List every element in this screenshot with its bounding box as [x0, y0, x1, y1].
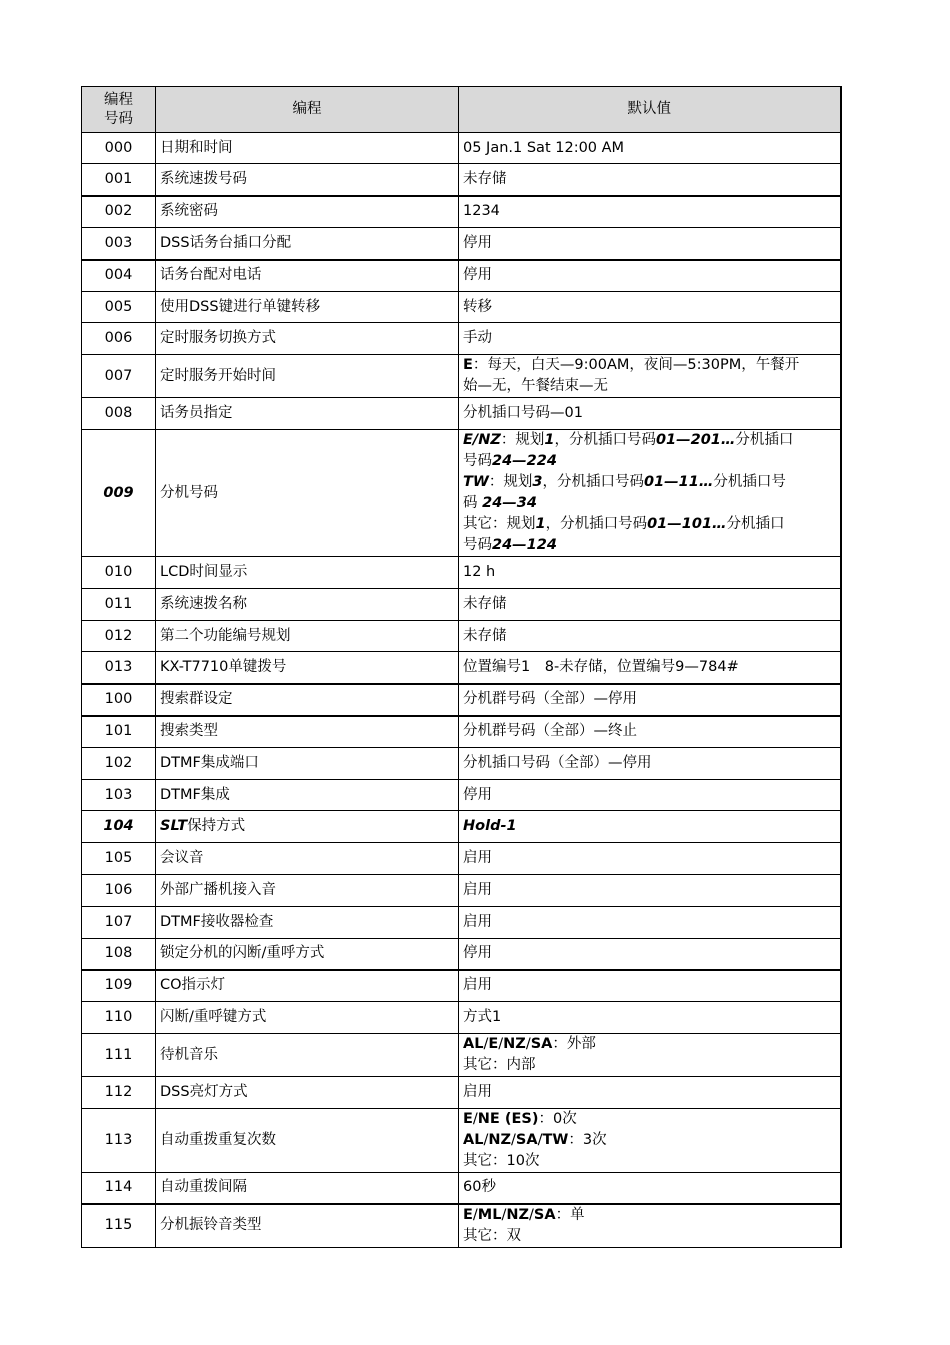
default-value-line [463, 493, 836, 514]
program-name: 系统密码 [156, 196, 459, 228]
program-code: 102 [82, 748, 156, 780]
table-row [82, 355, 841, 398]
table-row [82, 939, 841, 970]
default-value-line [463, 721, 836, 742]
default-value-segment: 转移 [463, 298, 492, 315]
table-row [82, 684, 841, 716]
default-value-segment: NZ [506, 1206, 530, 1223]
program-name: 定时服务切换方式 [156, 323, 459, 355]
default-value-line [463, 201, 836, 222]
default-value-segment: / [529, 1206, 534, 1223]
default-value-segment: / [525, 1036, 531, 1052]
default-value-segment: 停用 [463, 267, 492, 284]
default-value-segment: 01—201… [655, 432, 736, 448]
default-value-line [463, 626, 836, 647]
default-value-line [463, 233, 836, 254]
default-value-segment: 方式1 [463, 1009, 502, 1025]
table-row [82, 621, 841, 652]
table-row [82, 652, 841, 684]
default-value-line [463, 594, 836, 615]
program-code: 103 [82, 780, 156, 811]
program-code: 005 [82, 292, 156, 323]
default-value-segment: 其它：双 [463, 1227, 521, 1244]
program-name-rest: 保持方式 [187, 818, 246, 834]
default-value-segment: 启用 [463, 977, 492, 994]
default-value [459, 1204, 841, 1248]
program-code: 000 [82, 133, 156, 164]
default-value-line [463, 328, 836, 349]
default-value-line [463, 880, 836, 901]
header-code-line: 号码 [104, 110, 133, 127]
default-value-segment: / [501, 1206, 507, 1223]
program-name: DSS亮灯方式 [156, 1077, 459, 1109]
default-value-segment: 分机插口 [726, 516, 785, 532]
program-code: 110 [82, 1002, 156, 1034]
default-value-segment: SA [530, 1036, 553, 1052]
default-value-line [463, 785, 836, 806]
program-code: 004 [82, 260, 156, 292]
table-row [82, 228, 841, 260]
default-value-segment: AL [463, 1132, 484, 1148]
table-row [82, 780, 841, 811]
default-value-line [463, 753, 836, 774]
header-default: 默认值 [459, 87, 841, 133]
default-value [459, 748, 841, 780]
default-value-segment: E/NZ [463, 432, 501, 448]
program-name: 系统速拨名称 [156, 589, 459, 621]
default-value-line [463, 1226, 836, 1247]
default-value-segment: ：规划 [500, 432, 545, 448]
default-value-line [463, 1082, 836, 1103]
program-name: 自动重拨间隔 [156, 1173, 459, 1204]
default-value-line [463, 376, 836, 397]
default-value-segment: 其它：内部 [463, 1057, 536, 1073]
program-code: 109 [82, 970, 156, 1002]
default-value-segment: 24—34 [482, 495, 537, 511]
program-code: 003 [82, 228, 156, 260]
default-value [459, 780, 841, 811]
program-code: 013 [82, 652, 156, 684]
default-value [459, 1173, 841, 1204]
table-row [82, 716, 841, 748]
default-value [459, 970, 841, 1002]
default-value-segment: ：单 [555, 1206, 585, 1223]
program-name: 外部广播机接入音 [156, 875, 459, 907]
program-name-prefix: SLT [160, 818, 188, 834]
default-value-segment: 12 h [463, 564, 496, 580]
default-value-segment: NZ [503, 1036, 526, 1052]
table-row [82, 843, 841, 875]
default-value [459, 260, 841, 292]
default-value [459, 939, 841, 970]
default-value [459, 1077, 841, 1109]
program-code: 112 [82, 1077, 156, 1109]
default-value-segment: E [488, 1036, 499, 1052]
default-value-segment: 分机群号码（全部）—停用 [463, 691, 637, 707]
default-value-segment: 号码 [463, 537, 492, 553]
table-header-row [82, 87, 841, 133]
default-value-segment: 3 [532, 474, 543, 490]
table-row [82, 589, 841, 621]
program-code: 101 [82, 716, 156, 748]
default-value-line [463, 657, 836, 678]
program-name: DTMF集成 [156, 780, 459, 811]
program-code: 007 [82, 355, 156, 398]
default-value-line [463, 1034, 836, 1055]
default-value-segment: / [511, 1132, 516, 1148]
default-value-line [463, 138, 836, 159]
program-code: 006 [82, 323, 156, 355]
default-value-segment: 位置编号1 8-未存储，位置编号9—784# [463, 658, 739, 675]
header-code [82, 87, 156, 133]
program-name: 分机号码 [156, 430, 459, 557]
default-value [459, 907, 841, 939]
default-value-segment: Hold-1 [463, 818, 517, 834]
program-name [156, 811, 459, 843]
default-value-segment: 手动 [463, 330, 492, 346]
default-value-segment: 分机插口号码（全部）—停用 [463, 755, 652, 771]
default-value-line [463, 912, 836, 933]
header-code-line: 编程 [104, 91, 133, 108]
default-value-line [463, 403, 836, 424]
default-value [459, 398, 841, 430]
table-row [82, 196, 841, 228]
default-value-segment: TW [542, 1132, 569, 1148]
program-code: 108 [82, 939, 156, 970]
default-value-line [463, 472, 836, 493]
default-value-segment: NE (ES) [477, 1111, 539, 1127]
default-value-line [463, 1151, 836, 1172]
default-value-segment: 分机插口号 [713, 474, 786, 490]
table-row [82, 970, 841, 1002]
table-row [82, 811, 841, 843]
default-value-segment: / [483, 1132, 489, 1148]
program-code: 104 [82, 811, 156, 843]
program-code: 009 [82, 430, 156, 557]
default-value-segment: 1 [535, 516, 546, 532]
default-value-segment: 1234 [463, 203, 500, 220]
default-value-line [463, 169, 836, 190]
default-value-line [463, 943, 836, 964]
default-value-segment: 码 [463, 495, 483, 511]
default-value-segment: 启用 [463, 1084, 492, 1100]
program-name: 话务员指定 [156, 398, 459, 430]
program-name: DTMF接收器检查 [156, 907, 459, 939]
table-row [82, 875, 841, 907]
table-row [82, 323, 841, 355]
default-value-segment: / [498, 1036, 504, 1052]
default-value-segment: 60秒 [463, 1179, 496, 1196]
default-value-line [463, 1007, 836, 1028]
default-value [459, 164, 841, 196]
default-value-segment: ：3次 [568, 1132, 607, 1148]
default-value [459, 196, 841, 228]
default-value-line [463, 430, 836, 451]
default-value [459, 133, 841, 164]
default-value-segment: 05 Jan.1 Sat 12:00 AM [463, 139, 625, 156]
default-value-segment: 其它：规划 [463, 516, 536, 532]
default-value [459, 652, 841, 684]
table-row [82, 260, 841, 292]
default-value-segment: / [472, 1111, 478, 1127]
table-row [82, 907, 841, 939]
default-value-line [463, 514, 836, 535]
table-row [82, 1173, 841, 1204]
program-code: 001 [82, 164, 156, 196]
program-name: 日期和时间 [156, 133, 459, 164]
default-value-segment: 01—101… [647, 516, 727, 532]
default-value [459, 1034, 841, 1077]
table-row [82, 1109, 841, 1173]
program-code: 114 [82, 1173, 156, 1204]
default-value-segment: / [483, 1036, 489, 1052]
program-name: 系统速拨号码 [156, 164, 459, 196]
default-value-segment: 其它：10次 [463, 1153, 540, 1169]
default-value-line [463, 1130, 836, 1151]
default-value-segment: ，分机插口号码 [545, 516, 648, 532]
default-value-line [463, 1205, 836, 1226]
table-row [82, 1077, 841, 1109]
default-value [459, 228, 841, 260]
default-value-segment: 启用 [463, 850, 492, 866]
default-value-line [463, 297, 836, 318]
table-row [82, 133, 841, 164]
default-value-line [463, 975, 836, 996]
program-name: CO指示灯 [156, 970, 459, 1002]
default-value-line [463, 848, 836, 869]
default-value-segment: 未存储 [463, 596, 507, 612]
default-value [459, 684, 841, 716]
program-code: 113 [82, 1109, 156, 1173]
program-code: 100 [82, 684, 156, 716]
default-value [459, 323, 841, 355]
default-value-segment: 分机群号码（全部）—终止 [463, 723, 637, 740]
program-code: 012 [82, 621, 156, 652]
default-value-segment: 号码 [463, 453, 492, 469]
default-value-segment: 未存储 [463, 627, 507, 644]
table-row [82, 292, 841, 323]
program-name: 搜索类型 [156, 716, 459, 748]
default-value [459, 589, 841, 621]
default-value-segment: 1 [544, 432, 555, 448]
default-value-segment: 停用 [463, 945, 492, 962]
default-value-line [463, 265, 836, 286]
default-value [459, 557, 841, 589]
program-code: 115 [82, 1204, 156, 1248]
default-value [459, 843, 841, 875]
program-name: DTMF集成端口 [156, 748, 459, 780]
programming-defaults-table [81, 86, 842, 1248]
program-code: 106 [82, 875, 156, 907]
default-value-line [463, 689, 836, 710]
default-value-line [463, 562, 836, 583]
default-value-segment: TW [463, 474, 489, 490]
program-code: 111 [82, 1034, 156, 1077]
default-value [459, 292, 841, 323]
program-code: 107 [82, 907, 156, 939]
program-name: 闪断/重呼键方式 [156, 1002, 459, 1034]
program-name: 使用DSS键进行单键转移 [156, 292, 459, 323]
default-value [459, 355, 841, 398]
default-value-segment: 分机插口 [735, 432, 794, 448]
program-code: 008 [82, 398, 156, 430]
program-name: 分机振铃音类型 [156, 1204, 459, 1248]
program-name: KX-T7710单键拨号 [156, 652, 459, 684]
default-value [459, 811, 841, 843]
default-value-segment: ：0次 [538, 1111, 577, 1127]
default-value-segment: / [472, 1206, 478, 1223]
default-value-segment: AL [463, 1036, 484, 1052]
default-value-segment: ，分机插口号码 [542, 474, 644, 490]
default-value-segment: 停用 [463, 234, 492, 251]
table-row [82, 430, 841, 557]
table-row [82, 1204, 841, 1248]
program-name: 话务台配对电话 [156, 260, 459, 292]
default-value-segment: ：规划 [488, 474, 533, 490]
default-value-segment: 24—224 [492, 453, 557, 469]
program-name: 待机音乐 [156, 1034, 459, 1077]
default-value-segment: ：每天，白天—9:00AM，夜间—5:30PM，午餐开 [472, 357, 800, 373]
table-row [82, 1034, 841, 1077]
default-value-segment: / [537, 1132, 543, 1148]
default-value-segment: E [463, 357, 473, 373]
default-value-line [463, 1055, 836, 1076]
default-value-segment: 24—124 [492, 537, 557, 553]
default-value-line [463, 535, 836, 556]
program-name: 会议音 [156, 843, 459, 875]
default-value-segment: 启用 [463, 882, 492, 898]
default-value-segment: E [463, 1111, 473, 1127]
default-value-line [463, 1109, 836, 1130]
default-value [459, 1109, 841, 1173]
program-code: 105 [82, 843, 156, 875]
default-value [459, 621, 841, 652]
default-value-segment: ：外部 [552, 1036, 596, 1052]
program-name: 搜索群设定 [156, 684, 459, 716]
table-row [82, 398, 841, 430]
default-value-segment: 停用 [463, 786, 492, 803]
table-row [82, 748, 841, 780]
default-value-line [463, 816, 836, 837]
default-value [459, 875, 841, 907]
default-value-line [463, 355, 836, 376]
default-value-segment: SA [533, 1206, 556, 1223]
default-value-line [463, 451, 836, 472]
program-name: 自动重拨重复次数 [156, 1109, 459, 1173]
default-value-segment: 01—11… [643, 474, 714, 490]
default-value-segment: 分机插口号码—01 [463, 405, 583, 421]
program-name: 第二个功能编号规划 [156, 621, 459, 652]
default-value-segment: 始—无，午餐结束—无 [463, 378, 608, 394]
default-value [459, 430, 841, 557]
default-value-segment: E [463, 1206, 473, 1223]
program-code: 002 [82, 196, 156, 228]
default-value-segment: SA [515, 1132, 538, 1148]
default-value-segment: ML [477, 1206, 502, 1223]
default-value-segment: 启用 [463, 914, 492, 930]
table-row [82, 1002, 841, 1034]
default-value-segment: NZ [488, 1132, 512, 1148]
program-code: 010 [82, 557, 156, 589]
default-value-line [463, 1177, 836, 1198]
table-row [82, 164, 841, 196]
default-value-segment: 未存储 [463, 170, 507, 187]
default-value [459, 1002, 841, 1034]
default-value [459, 716, 841, 748]
table-row [82, 557, 841, 589]
program-code: 011 [82, 589, 156, 621]
default-value-segment: ，分机插口号码 [554, 432, 656, 448]
program-name: 定时服务开始时间 [156, 355, 459, 398]
program-name: 锁定分机的闪断/重呼方式 [156, 939, 459, 970]
program-name: LCD时间显示 [156, 557, 459, 589]
program-name: DSS话务台插口分配 [156, 228, 459, 260]
header-program: 编程 [156, 87, 459, 133]
